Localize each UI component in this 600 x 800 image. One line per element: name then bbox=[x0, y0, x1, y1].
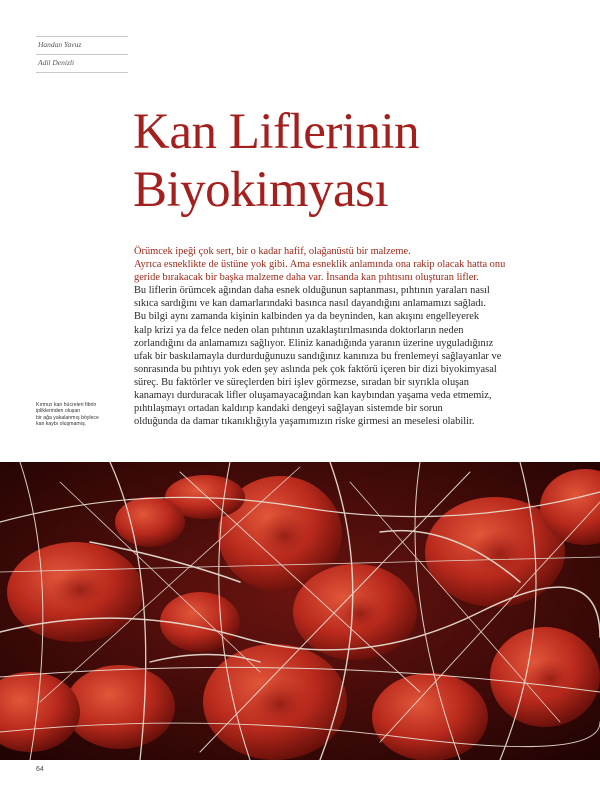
body-line: zorlandığını da anlamamızı sağlıyor. Eliniz kanadığında yaranın üzerine uyguladığınız bbox=[134, 337, 494, 349]
blood-cells-photo bbox=[0, 462, 600, 760]
caption-line: bir ağa yakalanmış böylece bbox=[36, 414, 99, 421]
body-line: Ayrıca esneklikte de üstüne yok gibi. Ama esneklik anlamında ona rakip olacak hatta onu bbox=[134, 259, 506, 271]
body-line: geride bırakacak bir başka malzeme daha var. İnsanda kan pıhtısını oluşturan lifler. bbox=[134, 272, 479, 284]
page-number: 64 bbox=[36, 766, 44, 773]
article-body bbox=[134, 245, 566, 428]
body-line: kalp krizi ya da felce neden olan pıhtının uzaklaştırılmasında doktorların neden bbox=[134, 324, 464, 336]
author-block bbox=[36, 36, 128, 73]
body-line: kanamayı durduracak lifler oluşamayacağından kan kaybından yaşama veda etmemiz, bbox=[134, 390, 492, 402]
title-line: Kan Liflerinin bbox=[133, 104, 420, 160]
article-title bbox=[133, 103, 573, 219]
body-line: süreç. Bu faktörler ve süreçlerden biri işlev görmezse, sıradan bir sıyrıkla oluşan bbox=[134, 376, 469, 388]
body-line: ufak bir baskılamayla durdurduğunuzu sandığınız kanınıza bu frenlemeyi sağlayanlar ve bbox=[134, 350, 502, 362]
body-line: pıhtılaşmayı ortadan kaldırıp kandaki dengeyi sağlayan sistemde bir sorun bbox=[134, 403, 443, 415]
author-name: Handan Yavuz bbox=[36, 36, 128, 54]
photo-icon bbox=[0, 462, 600, 760]
body-line: Bu bilgi aynı zamanda kişinin kalbinden ya da beyninden, kan akışını engelleyerek bbox=[134, 311, 480, 323]
author-name: Adil Denizli bbox=[36, 54, 128, 73]
body-line: sıkıca sardığını ve kan damarlarındaki basınca nasıl dayandığını anlamamızı sağladı. bbox=[134, 298, 487, 310]
body-line: olduğunda da damar tıkanıklığıyla yaşamımızın riske girmesi an meselesi olabilir. bbox=[134, 416, 475, 428]
caption-line: kan kaybı oluşmamış. bbox=[36, 421, 87, 428]
caption-line: ipliklerinden oluşan bbox=[36, 408, 81, 415]
body-line: Bu liflerin örümcek ağından daha esnek olduğunun saptanması, pıhtının yaraları nasıl bbox=[134, 285, 490, 297]
body-line: sonrasında bu pıhtıyı yok eden şey aslında pek çok faktörü içeren bir dizi biyokimyasal bbox=[134, 363, 497, 375]
title-line: Biyokimyası bbox=[133, 162, 389, 218]
image-caption bbox=[36, 402, 120, 428]
caption-line: Kırmızı kan hücreleri fibrin bbox=[36, 402, 97, 408]
body-line: Örümcek ipeği çok sert, bir o kadar hafif, olağanüstü bir malzeme. bbox=[134, 246, 411, 257]
